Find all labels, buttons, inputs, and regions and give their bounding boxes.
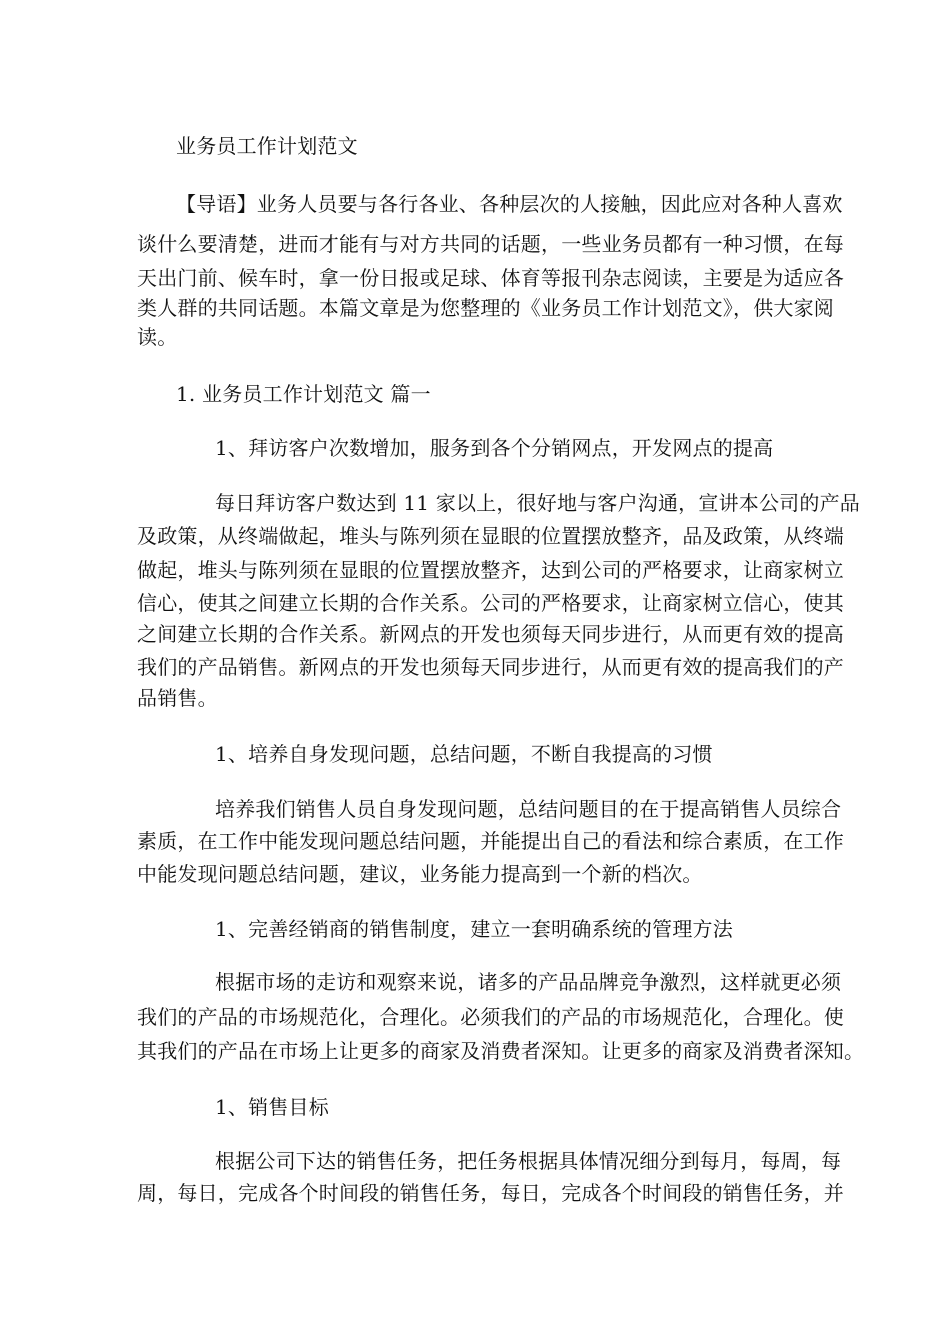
intro-line: 【导语】业务人员要与各行各业、各种层次的人接触，因此应对各种人喜欢 [176, 192, 843, 216]
paragraph-line: 品销售。 [137, 686, 218, 710]
section-heading: 1. 业务员工作计划范文 篇一 [176, 382, 431, 406]
paragraph-line: 之间建立长期的合作关系。新网点的开发也须每天同步进行，从而更有效的提高 [137, 622, 844, 646]
document-title: 业务员工作计划范文 [176, 134, 358, 158]
paragraph-line: 素质，在工作中能发现问题总结问题，并能提出自己的看法和综合素质，在工作 [137, 829, 844, 853]
paragraph-line: 周，每日，完成各个时间段的销售任务，每日，完成各个时间段的销售任务，并 [137, 1181, 844, 1205]
intro-line: 天出门前、候车时，拿一份日报或足球、体育等报刊杂志阅读，主要是为适应各 [137, 266, 844, 290]
paragraph-line: 根据市场的走访和观察来说，诸多的产品品牌竞争激烈，这样就更必须 [215, 970, 842, 994]
sub-heading-visits: 1、拜访客户次数增加，服务到各个分销网点，开发网点的提高 [215, 436, 774, 460]
intro-line: 谈什么要清楚，进而才能有与对方共同的话题，一些业务员都有一种习惯，在每 [137, 232, 844, 256]
sub-heading-sales-target: 1、销售目标 [215, 1095, 329, 1119]
paragraph-line: 信心，使其之间建立长期的合作关系。公司的严格要求，让商家树立信心，使其 [137, 591, 844, 615]
paragraph-line: 培养我们销售人员自身发现问题，总结问题目的在于提高销售人员综合 [215, 797, 842, 821]
sub-heading-self-improvement: 1、培养自身发现问题，总结问题，不断自我提高的习惯 [215, 742, 713, 766]
paragraph-line: 根据公司下达的销售任务，把任务根据具体情况细分到每月，每周，每 [215, 1149, 842, 1173]
paragraph-line: 每日拜访客户数达到 11 家以上，很好地与客户沟通，宣讲本公司的产品 [215, 491, 860, 515]
paragraph-line: 做起，堆头与陈列须在显眼的位置摆放整齐，达到公司的严格要求，让商家树立 [137, 558, 844, 582]
intro-line: 读。 [137, 325, 178, 349]
paragraph-line: 我们的产品的市场规范化，合理化。必须我们的产品的市场规范化，合理化。使 [137, 1005, 844, 1029]
paragraph-line: 及政策，从终端做起，堆头与陈列须在显眼的位置摆放整齐，品及政策，从终端 [137, 524, 844, 548]
paragraph-line: 其我们的产品在市场上让更多的商家及消费者深知。让更多的商家及消费者深知。 [137, 1039, 865, 1063]
sub-heading-dealer-system: 1、完善经销商的销售制度，建立一套明确系统的管理方法 [215, 917, 733, 941]
paragraph-line: 我们的产品销售。新网点的开发也须每天同步进行，从而更有效的提高我们的产 [137, 655, 844, 679]
paragraph-line: 中能发现问题总结问题，建议，业务能力提高到一个新的档次。 [137, 862, 703, 886]
intro-line: 类人群的共同话题。本篇文章是为您整理的《业务员工作计划范文》，供大家阅 [137, 296, 834, 320]
